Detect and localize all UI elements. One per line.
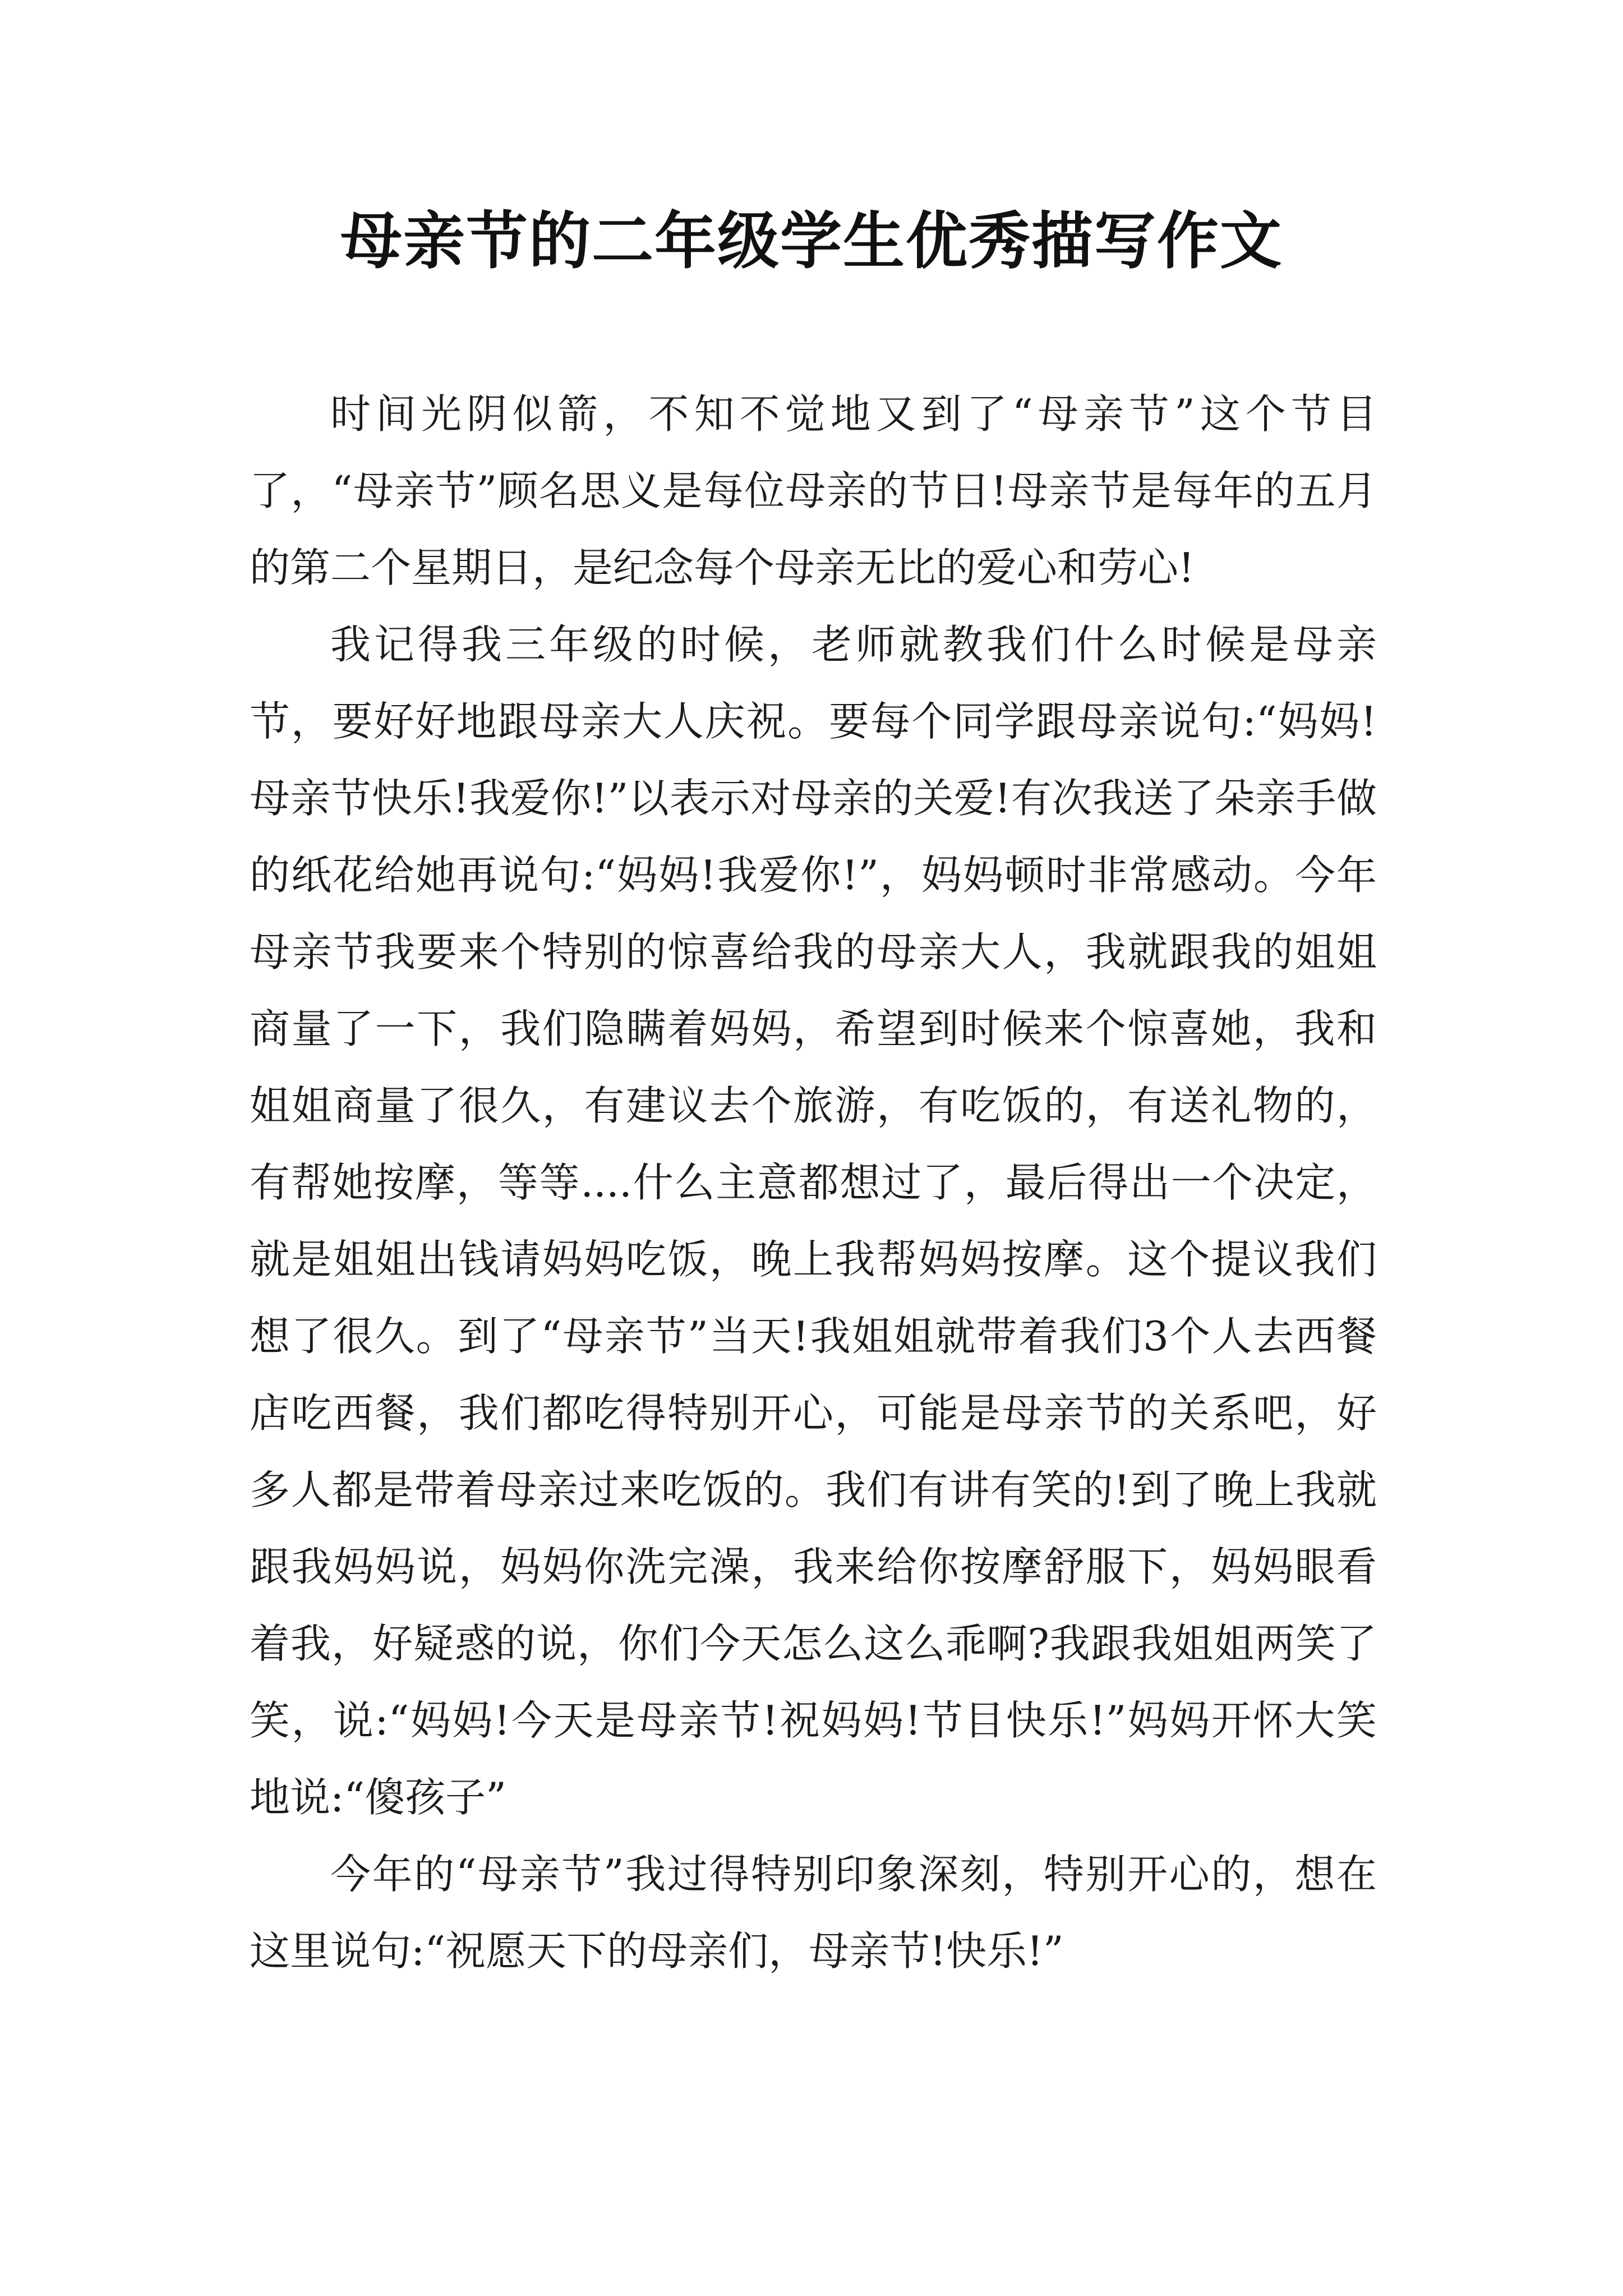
- paragraph-2: 我记得我三年级的时候，老师就教我们什么时候是母亲节，要好好地跟母亲大人庆祝。要每个同学跟母亲说句:“妈妈!母亲节快乐!我爱你!”以表示对母亲的关爱!有次我送了朵亲手做的纸花给她再说句:“妈妈!我爱你!”，妈妈顿时非常感动。今年母亲节我要来个特别的惊喜给我的母亲大人，我就跟我的姐姐商量了一下，我们隐瞒着妈妈，希望到时候来个惊喜她，我和姐姐商量了很久，有建议去个旅游，有吃饭的，有送礼物的，有帮她按摩，等等....什么主意都想过了，最后得出一个决定，就是姐姐出钱请妈妈吃饭，晚上我帮妈妈按摩。这个提议我们想了很久。到了“母亲节”当天!我姐姐就带着我们3个人去西餐店吃西餐，我们都吃得特别开心，可能是母亲节的关系吧，好多人都是带着母亲过来吃饭的。我们有讲有笑的!到了晚上我就跟我妈妈说，妈妈你洗完澡，我来给你按摩舒服下，妈妈眼看着我，好疑惑的说，你们今天怎么这么乖啊?我跟我姐姐两笑了笑，说:“妈妈!今天是母亲节!祝妈妈!节目快乐!”妈妈开怀大笑地说:“傻孩子”: [250, 621, 1377, 1821]
- document-body: [250, 376, 1377, 1990]
- paragraph-1: 时间光阴似箭，不知不觉地又到了“母亲节”这个节目了，“母亲节”顾名思义是每位母亲的节日!母亲节是每年的五月的第二个星期日，是纪念每个母亲无比的爱心和劳心!: [250, 390, 1377, 591]
- paragraph-3: 今年的“母亲节”我过得特别印象深刻，特别开心的，想在这里说句:“祝愿天下的母亲们，母亲节!快乐!”: [250, 1851, 1377, 1975]
- document-title: 母亲节的二年级学生优秀描写作文: [340, 205, 1283, 277]
